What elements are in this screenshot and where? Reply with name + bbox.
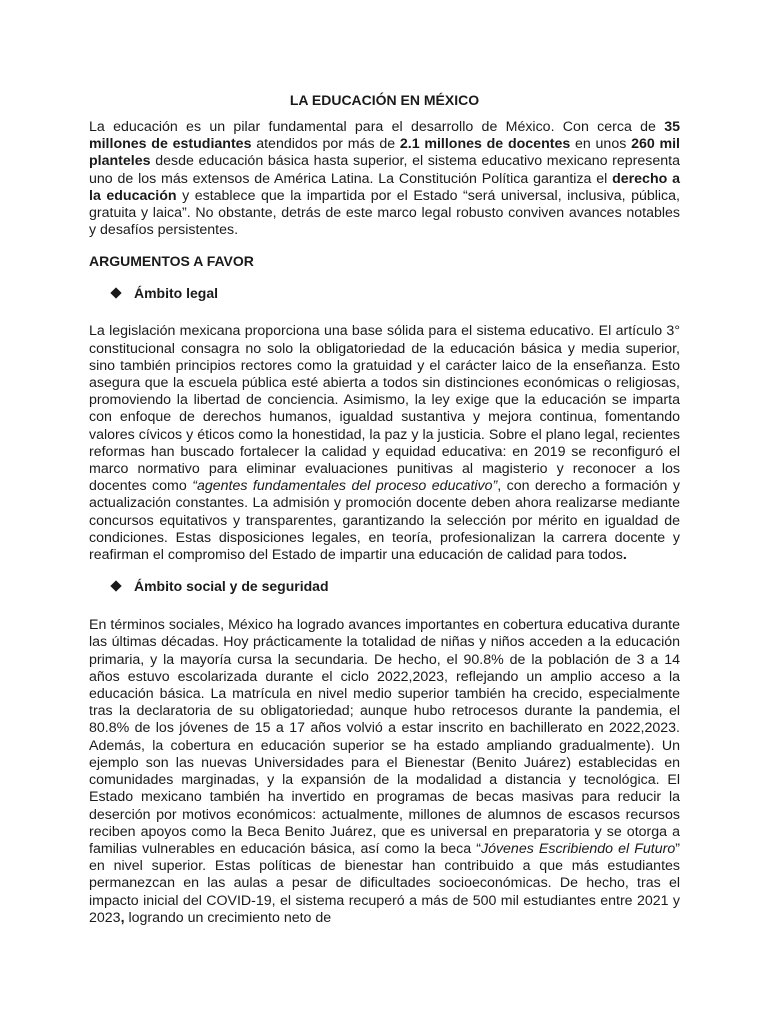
document-title: LA EDUCACIÓN EN MÉXICO (289, 92, 480, 108)
bold-text-run: 2.1 millones de docentes (399, 136, 571, 153)
text-run: ” en nivel superior. Estas políticas de bienestar han contribuido a que más estudiantes permanezcan en las aulas a pesar de dificultades socioeconómicas. De hecho, tras el impacto inicial del COVID-19, el sistema recuperó a más de 500 mil estudiantes entre 2021 y 2023 (89, 840, 680, 926)
bold-text-run: derecho a la educación (89, 170, 680, 204)
subsection-heading-legal (89, 284, 680, 302)
diamond-bullet-icon (110, 288, 121, 299)
text-run: La legislación mexicana proporciona una base sólida para el sistema educativo. El artículo 3° constitucional consagra no solo la obligatoriedad de la educación básica y media superior, sino también principios rectores como la gratuidad y el carácter laico de la enseñanza. Esto asegura que la escuela pública esté abierta a todos sin distinciones económicas o religiosas, promoviendo la libertad de conciencia. Asimismo, la ley exige que la educación se imparta con enfoque de derechos humanos, igualdad sustantiva y mejora continua, fomentando valores cívicos y éticos como la honestidad, la paz y la justicia. Sobre el plano legal, recientes reformas han buscado fortalecer la calidad y equidad educativa: en 2019 se reconfiguró el marco normativo para eliminar evaluaciones punitivas al magisterio y reconocer a los docentes como (89, 323, 680, 495)
bold-text-run: , (120, 909, 125, 926)
text-run: y establece que la impartida por el Estado “será universal, inclusiva, pública, gratuita y laica”. No obstante, detrás de este marco legal robusto conviven avances notables y desafíos persistentes. (89, 187, 680, 239)
social-paragraph (89, 617, 680, 927)
section-heading: ARGUMENTOS A FAVOR (89, 253, 254, 270)
bold-text-run: . (622, 547, 627, 564)
legal-paragraph (89, 323, 680, 564)
bold-text-run: 260 mil planteles (89, 136, 680, 170)
intro-paragraph (89, 119, 680, 239)
text-run: En términos sociales, México ha logrado avances importantes en cobertura educativa durante las últimas décadas. Hoy prácticamente la totalidad de niñas y niños acceden a la educación primaria, y la mayoría cursa la secundaria. De hecho, el 90.8% de la población de 3 a 14 años estuvo escolarizada durante el ciclo 2022,2023, reflejando un amplio acceso a la educación básica. La matrícula en nivel medio superior también ha crecido, especialmente tras la declaratoria de su obligatoriedad; aunque hubo retrocesos durante la pandemia, el 80.8% de los jóvenes de 15 a 17 años volvió a estar inscrito en bachillerato en 2022,2023. Además, la cobertura en educación superior se ha estado ampliando gradualmente). Un ejemplo son las nuevas Universidades para el Bienestar (Benito Juárez) establecidas en comunidades marginadas, y la expansión de la modalidad a distancia y tecnológica. El Estado mexicano también ha invertido en programas de becas masivas para reducir la deserción por motivos económicos: actualmente, millones de alumnos de escasos recursos reciben apoyos como la Beca Benito Juárez, que es universal en preparatoria y se otorga a familias vulnerables en educación básica, así como la beca “ (89, 617, 680, 857)
text-run: en unos (570, 136, 632, 153)
subsection-heading-legal-label: Ámbito legal (134, 285, 219, 302)
italic-text-run: “agentes fundamentales del proceso educativo” (192, 478, 498, 495)
text-run: logrando un crecimiento neto de (124, 909, 332, 926)
text-run: atendidos por más de (251, 136, 400, 153)
subsection-heading-social (89, 577, 680, 595)
text-run: , con derecho a formación y actualización constantes. La admisión y promoción docente deben ahora realizarse mediante concursos equitativos y transparentes, garantizando la selección por mérito en igualdad de condiciones. Estas disposiciones legales, en teoría, profesionalizan la carrera docente y reafirman el compromiso del Estado de impartir una educación de calidad para todos (89, 478, 680, 564)
diamond-bullet-icon (110, 581, 121, 592)
text-run: desde educación básica hasta superior, el sistema educativo mexicano representa uno de los más extensos de América Latina. La Constitución Política garantiza el (89, 153, 680, 187)
text-run: La educación es un pilar fundamental para el desarrollo de México. Con cerca de (89, 119, 665, 135)
bold-text-run: 35 millones de estudiantes (89, 119, 680, 153)
subsection-heading-social-label: Ámbito social y de seguridad (134, 578, 329, 595)
italic-text-run: Jóvenes Escribiendo el Futuro (480, 840, 676, 857)
